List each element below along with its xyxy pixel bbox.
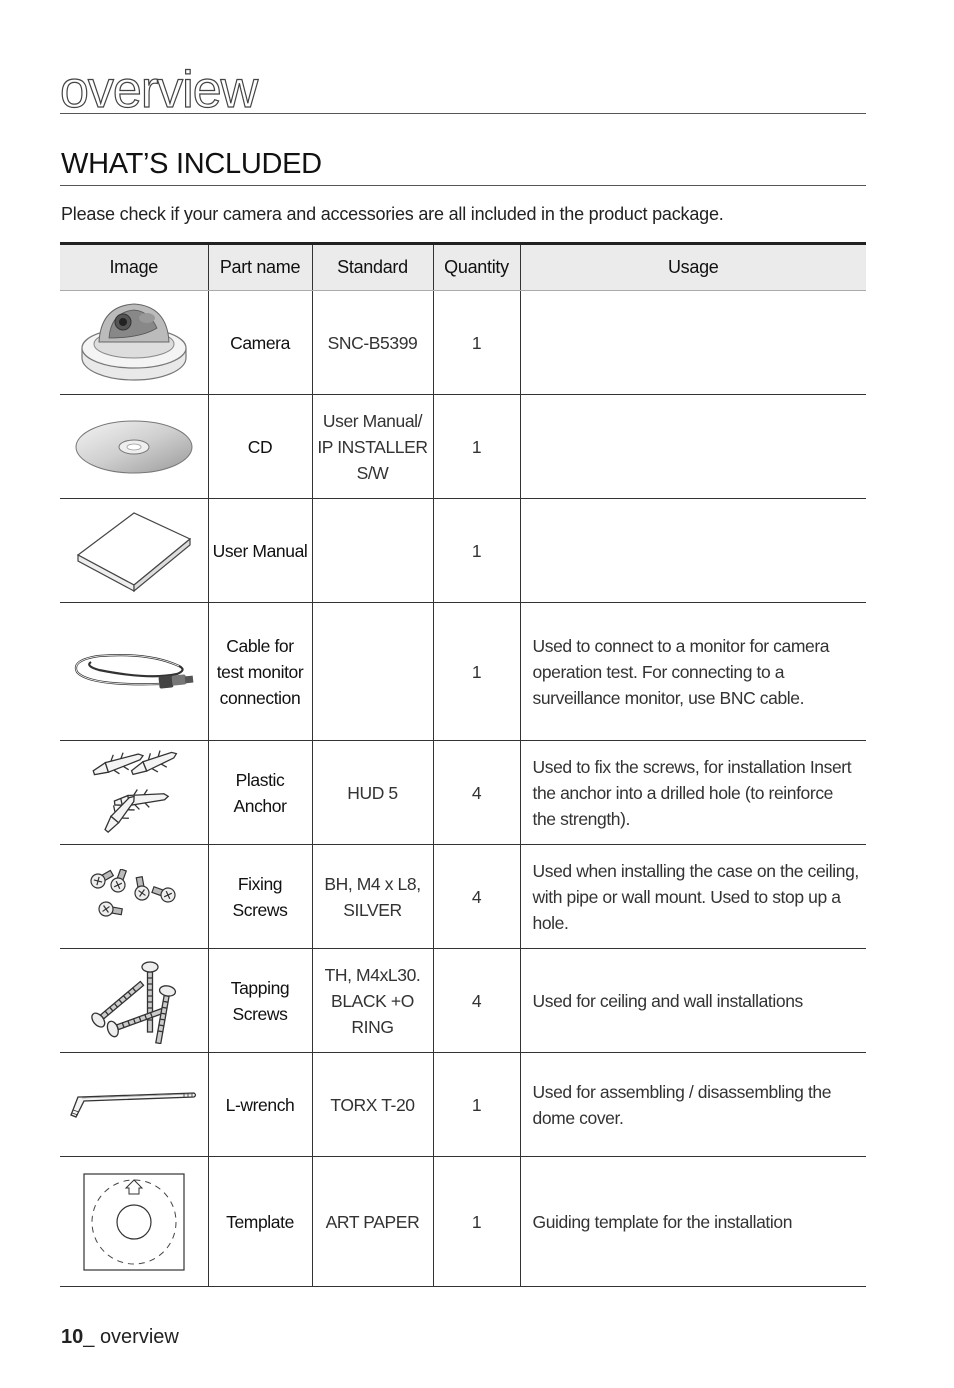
- section-title: WHAT’S INCLUDED: [61, 148, 322, 180]
- table-row: [60, 845, 866, 949]
- table-row: [60, 291, 866, 395]
- page-number: 10: [61, 1326, 84, 1348]
- usage-cell: Used to fix the screws, for installation Insert the anchor into a drilled hole (to reinforce the strength).: [520, 741, 866, 845]
- image-cell: [60, 1053, 208, 1157]
- part-name-cell: CD: [208, 395, 312, 499]
- quantity-cell: 4: [433, 845, 520, 949]
- intro-text: Please check if your camera and accessories are all included in the product package.: [61, 204, 724, 224]
- header-image: Image: [60, 244, 208, 291]
- table-row: [60, 603, 866, 741]
- image-cell: [60, 603, 208, 741]
- fixing-screws-icon: [84, 869, 184, 925]
- part-name-cell: User Manual: [208, 499, 312, 603]
- quantity-cell: 4: [433, 741, 520, 845]
- header-part-name: Part name: [208, 244, 312, 291]
- chapter-title: overview: [60, 61, 258, 119]
- image-cell: [60, 949, 208, 1053]
- image-cell: [60, 291, 208, 395]
- standard-cell: TORX T-20: [312, 1053, 433, 1157]
- quantity-cell: 1: [433, 1053, 520, 1157]
- header-usage: Usage: [520, 244, 866, 291]
- standard-cell: [312, 603, 433, 741]
- standard-cell: ART PAPER: [312, 1157, 433, 1287]
- image-cell: [60, 395, 208, 499]
- included-items-table: [60, 242, 866, 1287]
- image-cell: [60, 1157, 208, 1287]
- table-row: [60, 499, 866, 603]
- usage-cell: Used to connect to a monitor for camera operation test. For connecting to a surveillance monitor, use BNC cable.: [520, 603, 866, 741]
- section-divider: [60, 185, 866, 186]
- part-name-cell: L-wrench: [208, 1053, 312, 1157]
- image-cell: [60, 845, 208, 949]
- standard-cell: User Manual/ IP INSTALLER S/W: [312, 395, 433, 499]
- usage-cell: [520, 395, 866, 499]
- usage-cell: Used when installing the case on the ceiling, with pipe or wall mount. Used to stop up a hole.: [520, 845, 866, 949]
- quantity-cell: 1: [433, 499, 520, 603]
- part-name-cell: Cable for test monitor connection: [208, 603, 312, 741]
- table-row: [60, 741, 866, 845]
- header-quantity: Quantity: [433, 244, 520, 291]
- usage-cell: Used for ceiling and wall installations: [520, 949, 866, 1053]
- usage-cell: [520, 291, 866, 395]
- table-row: [60, 1157, 866, 1287]
- usage-cell: [520, 499, 866, 603]
- table-row: [60, 1053, 866, 1157]
- part-name-cell: Camera: [208, 291, 312, 395]
- cable-icon: [69, 642, 199, 702]
- tapping-screws-icon: [86, 958, 182, 1044]
- camera-icon: [79, 298, 189, 388]
- table-header-row: [60, 244, 866, 291]
- l-wrench-icon: [66, 1083, 202, 1127]
- quantity-cell: 1: [433, 395, 520, 499]
- quantity-cell: 1: [433, 603, 520, 741]
- footer-section: overview: [99, 1326, 179, 1348]
- image-cell: [60, 499, 208, 603]
- page-footer: [61, 1326, 179, 1349]
- table-row: [60, 395, 866, 499]
- standard-cell: BH, M4 x L8, SILVER: [312, 845, 433, 949]
- cd-icon: [72, 417, 196, 477]
- part-name-cell: Template: [208, 1157, 312, 1287]
- template-icon: [82, 1172, 186, 1272]
- chapter-divider: [60, 113, 866, 114]
- standard-cell: SNC-B5399: [312, 291, 433, 395]
- part-name-cell: Plastic Anchor: [208, 741, 312, 845]
- manual-icon: [72, 509, 196, 593]
- quantity-cell: 4: [433, 949, 520, 1053]
- table-row: [60, 949, 866, 1053]
- usage-cell: Guiding template for the installation: [520, 1157, 866, 1287]
- header-standard: Standard: [312, 244, 433, 291]
- image-cell: [60, 741, 208, 845]
- standard-cell: TH, M4xL30. BLACK +O RING: [312, 949, 433, 1053]
- usage-cell: Used for assembling / disassembling the dome cover.: [520, 1053, 866, 1157]
- quantity-cell: 1: [433, 1157, 520, 1287]
- standard-cell: [312, 499, 433, 603]
- footer-separator: _: [83, 1326, 100, 1348]
- plastic-anchor-icon: [84, 745, 184, 841]
- standard-cell: HUD 5: [312, 741, 433, 845]
- part-name-cell: Fixing Screws: [208, 845, 312, 949]
- quantity-cell: 1: [433, 291, 520, 395]
- part-name-cell: Tapping Screws: [208, 949, 312, 1053]
